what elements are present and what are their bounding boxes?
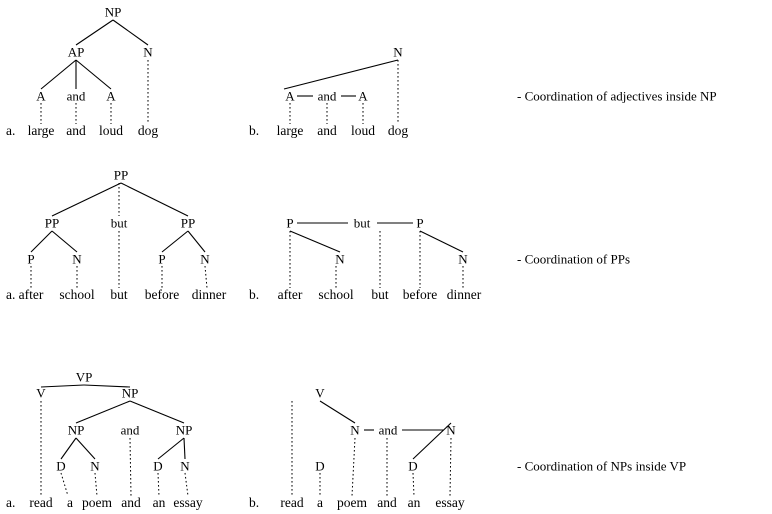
terminal-word: essay bbox=[173, 495, 203, 510]
node-label: N bbox=[72, 251, 82, 267]
node-label: V bbox=[36, 385, 46, 401]
terminal-word: loud bbox=[350, 123, 376, 138]
tree-branch bbox=[188, 231, 205, 252]
tree-branch bbox=[113, 20, 148, 45]
node-label: A bbox=[106, 88, 116, 104]
node-label: N bbox=[180, 458, 190, 474]
terminal-word: read bbox=[280, 495, 304, 510]
tree-dotted-link bbox=[158, 473, 159, 496]
tree-branch bbox=[76, 438, 95, 459]
tree-dotted-link bbox=[61, 473, 68, 496]
terminal-word: school bbox=[59, 287, 95, 302]
node-label: P bbox=[27, 251, 35, 267]
tree-branch bbox=[284, 60, 398, 89]
example-marker: b. bbox=[249, 495, 260, 510]
node-label: D bbox=[315, 458, 325, 474]
terminal-word: an bbox=[407, 495, 421, 510]
terminal-word: dinner bbox=[446, 287, 482, 302]
node-label: D bbox=[408, 458, 418, 474]
terminal-word: after bbox=[18, 287, 44, 302]
terminal-word: before bbox=[144, 287, 180, 302]
tree-branch bbox=[76, 60, 111, 89]
tree-branch bbox=[52, 183, 121, 216]
node-label: VP bbox=[75, 369, 93, 385]
node-label: and bbox=[378, 422, 398, 438]
tree-branch bbox=[184, 438, 185, 459]
terminal-word: and bbox=[66, 123, 86, 138]
terminal-word: before bbox=[402, 287, 438, 302]
node-label: N bbox=[393, 44, 403, 60]
terminal-word: large bbox=[27, 123, 55, 138]
node-label: P bbox=[416, 215, 424, 231]
row-caption: - Coordination of adjectives inside NP bbox=[517, 88, 717, 104]
node-label: and bbox=[66, 88, 86, 104]
row-caption: - Coordination of PPs bbox=[517, 251, 631, 267]
terminal-word: and bbox=[377, 495, 397, 510]
terminal-word: dog bbox=[387, 123, 409, 138]
terminal-word: school bbox=[318, 287, 354, 302]
node-label: V bbox=[315, 385, 325, 401]
node-label: D bbox=[56, 458, 66, 474]
terminal-word: a bbox=[67, 495, 73, 510]
node-label: NP bbox=[67, 422, 85, 438]
node-label: N bbox=[90, 458, 100, 474]
terminal-word: but bbox=[110, 287, 128, 302]
node-label: D bbox=[153, 458, 163, 474]
tree-branch bbox=[320, 401, 355, 423]
tree-dotted-link bbox=[95, 473, 97, 496]
node-label: N bbox=[458, 251, 468, 267]
tree-branch bbox=[41, 60, 76, 89]
terminal-word: loud bbox=[98, 123, 124, 138]
node-label: N bbox=[335, 251, 345, 267]
tree-branch bbox=[158, 438, 184, 459]
tree-dotted-link bbox=[450, 438, 451, 496]
node-label: and bbox=[120, 422, 140, 438]
terminal-word: dog bbox=[137, 123, 159, 138]
tree-branch bbox=[76, 401, 130, 423]
node-label: NP bbox=[175, 422, 193, 438]
tree-branch bbox=[61, 438, 76, 459]
tree-branch bbox=[41, 385, 84, 387]
node-label: N bbox=[350, 422, 360, 438]
tree-dotted-link bbox=[185, 473, 188, 496]
node-label: but bbox=[110, 215, 128, 231]
node-label: N bbox=[446, 422, 456, 438]
node-label: PP bbox=[44, 215, 60, 231]
terminal-word: read bbox=[29, 495, 53, 510]
node-label: N bbox=[143, 44, 153, 60]
example-marker: b. bbox=[249, 287, 260, 302]
tree-dotted-link bbox=[413, 473, 414, 496]
terminal-word: an bbox=[152, 495, 166, 510]
terminal-word: and bbox=[121, 495, 141, 510]
tree-branch bbox=[413, 423, 451, 459]
terminal-word: a bbox=[317, 495, 323, 510]
tree-branch bbox=[420, 231, 463, 252]
example-marker: a. bbox=[6, 123, 16, 138]
terminal-word: poem bbox=[82, 495, 112, 510]
example-marker: a. bbox=[6, 287, 16, 302]
tree-branch bbox=[76, 20, 113, 45]
tree-dotted-link bbox=[205, 266, 207, 288]
tree-branch bbox=[52, 231, 77, 252]
terminal-word: and bbox=[317, 123, 337, 138]
node-label: N bbox=[200, 251, 210, 267]
node-label: P bbox=[286, 215, 294, 231]
node-label: A bbox=[285, 88, 295, 104]
node-label: P bbox=[158, 251, 166, 267]
node-label: but bbox=[353, 215, 371, 231]
node-label: and bbox=[317, 88, 337, 104]
tree-branch bbox=[121, 183, 188, 216]
node-label: NP bbox=[121, 385, 139, 401]
tree-dotted-link bbox=[130, 438, 131, 496]
terminal-word: large bbox=[276, 123, 304, 138]
node-label: NP bbox=[104, 4, 122, 20]
node-label: PP bbox=[113, 167, 129, 183]
terminal-word: dinner bbox=[191, 287, 227, 302]
terminal-word: but bbox=[371, 287, 389, 302]
node-label: A bbox=[36, 88, 46, 104]
node-label: AP bbox=[67, 44, 85, 60]
row-caption: - Coordination of NPs inside VP bbox=[517, 458, 687, 474]
example-marker: a. bbox=[6, 495, 16, 510]
tree-branch bbox=[31, 231, 52, 252]
tree-branch bbox=[130, 401, 184, 423]
tree-dotted-link bbox=[352, 438, 355, 496]
terminal-word: essay bbox=[435, 495, 465, 510]
example-marker: b. bbox=[249, 123, 260, 138]
node-label: A bbox=[358, 88, 368, 104]
terminal-word: after bbox=[277, 287, 303, 302]
terminal-word: poem bbox=[337, 495, 367, 510]
tree-branch bbox=[290, 231, 340, 252]
node-label: PP bbox=[180, 215, 196, 231]
tree-branch bbox=[162, 231, 188, 252]
